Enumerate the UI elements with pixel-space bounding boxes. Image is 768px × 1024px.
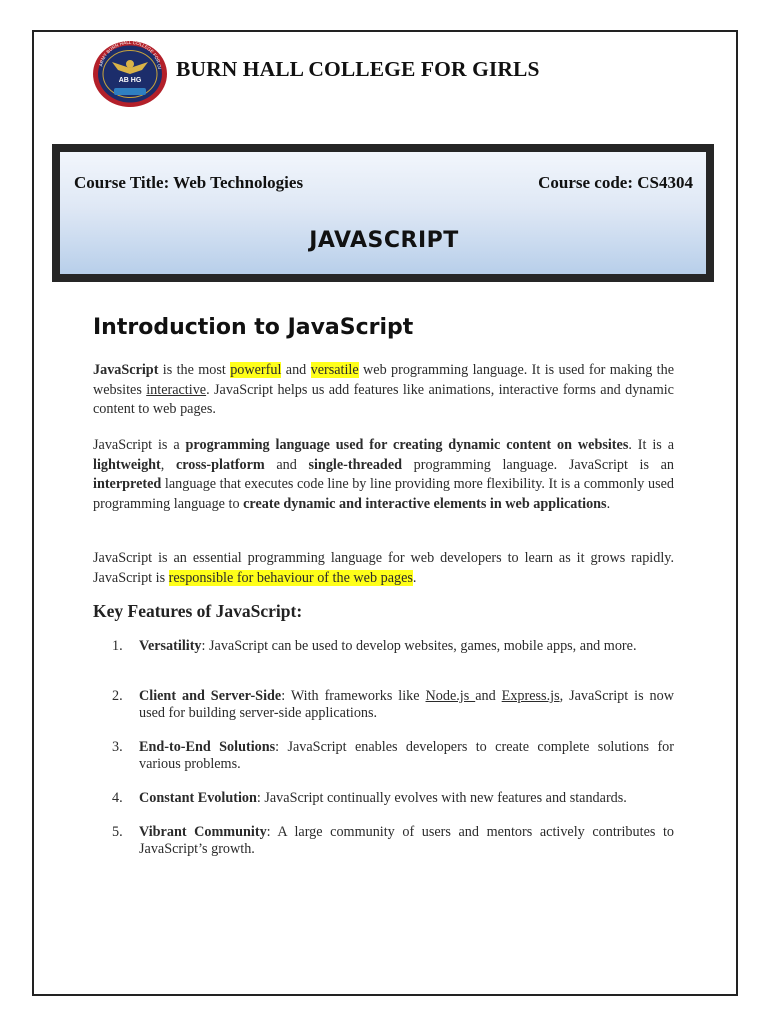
- document-title: JAVASCRIPT: [309, 228, 459, 253]
- intro-paragraph-3: [93, 549, 674, 588]
- bold-run: cross-platform: [175, 456, 265, 473]
- feature-text: : JavaScript continually evolves with new features and standards.: [256, 790, 627, 806]
- bold-run: single-threaded: [308, 456, 403, 473]
- text-run: and: [264, 456, 309, 473]
- college-name: BURN HALL COLLEGE FOR GIRLS: [176, 57, 540, 81]
- feature-list-item: [112, 688, 674, 722]
- text-run: and: [281, 362, 311, 378]
- text-run: is the most: [158, 362, 231, 378]
- feature-list-item: [112, 739, 674, 773]
- list-number: 3.: [112, 739, 123, 755]
- feature-list-item: [112, 790, 674, 807]
- text-run: . JavaScript helps us add features like animations, interactive forms and dynamic content to web pages.: [93, 381, 674, 417]
- feature-text: : With frameworks like: [281, 688, 426, 704]
- feature-text: : JavaScript can be used to develop websites, games, mobile apps, and more.: [201, 638, 637, 654]
- text-run: programming language. JavaScript is an: [402, 456, 674, 473]
- text-run: .: [412, 569, 417, 586]
- intro-paragraph-1: [93, 361, 674, 420]
- bold-run: programming language used for creating dynamic content on websites: [185, 437, 629, 453]
- list-number: 1.: [112, 638, 123, 654]
- bold-run: interpreted: [93, 476, 162, 492]
- link-nodejs[interactable]: Node.js: [425, 688, 476, 704]
- feature-term: Vibrant Community: [139, 824, 267, 840]
- highlight-responsible: responsible for behaviour of the web pages: [168, 569, 413, 586]
- feature-list-item: [112, 638, 674, 655]
- course-code: Course code: CS4304: [538, 173, 693, 192]
- list-number: 2.: [112, 688, 123, 704]
- feature-text: and: [475, 688, 502, 704]
- feature-text: , JavaScript is now used for building server-side applications.: [139, 688, 674, 721]
- text-run: JavaScript is an essential programming language for web developers to learn as it grows rapidly. JavaScript is: [93, 550, 674, 586]
- term-javascript: JavaScript: [93, 362, 159, 378]
- feature-text: : JavaScript enables developers to create complete solutions for various problems.: [139, 739, 674, 772]
- list-number: 5.: [112, 824, 123, 840]
- list-number: 4.: [112, 790, 123, 806]
- feature-term: End-to-End Solutions: [139, 739, 276, 755]
- feature-term: Constant Evolution: [139, 790, 257, 806]
- logo-ring-text: ARMY BURN HALL COLLEGE FOR GI: [98, 40, 162, 70]
- highlight-powerful: powerful: [230, 362, 282, 378]
- college-logo: [92, 40, 168, 108]
- text-run: web programming language. It is used for making the websites: [93, 362, 674, 398]
- feature-text: : A large community of users and mentors actively contributes to JavaScript’s growth.: [139, 824, 675, 857]
- logo-letters: AB HG: [118, 77, 142, 84]
- underlined-interactive: interactive: [146, 381, 207, 398]
- bold-run: create dynamic and interactive elements in web applications: [243, 495, 607, 512]
- section-heading-features: Key Features of JavaScript:: [93, 601, 303, 621]
- text-run: language that executes code line by line providing more flexibility. It is a commonly used programming language to: [93, 476, 674, 512]
- text-run: .: [606, 495, 611, 512]
- course-info-box: [52, 144, 714, 282]
- course-title: Course Title: Web Technologies: [74, 173, 304, 192]
- feature-term: Client and Server-Side: [139, 688, 282, 704]
- link-expressjs[interactable]: Express.js: [501, 688, 560, 704]
- highlight-versatile: versatile: [310, 362, 359, 378]
- feature-term: Versatility: [139, 638, 202, 654]
- course-info-box-fill: [60, 152, 706, 274]
- feature-list-item: [112, 824, 674, 858]
- text-run: JavaScript is a: [93, 437, 186, 453]
- bold-run: lightweight: [93, 456, 161, 473]
- text-run: ,: [160, 456, 176, 473]
- text-run: . It is a: [628, 437, 675, 453]
- intro-paragraph-2: [93, 436, 674, 514]
- section-heading-intro: Introduction to JavaScript: [93, 315, 414, 340]
